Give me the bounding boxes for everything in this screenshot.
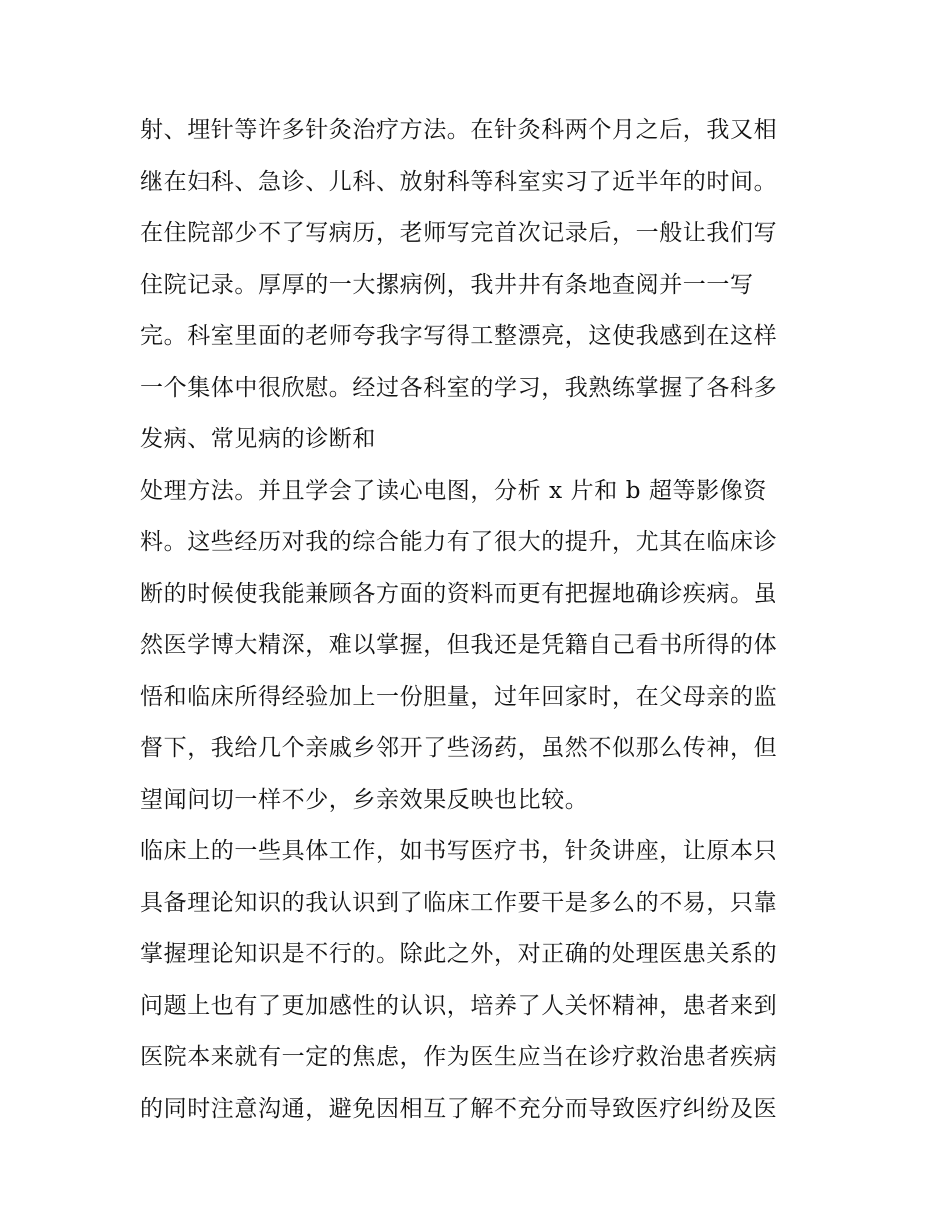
body-text [140, 112, 830, 1142]
text-line: 问题上也有了更加感性的认识，培养了人关怀精神，患者来到 [140, 992, 778, 1019]
text-line: 完。科室里面的老师夸我字写得工整漂亮，这使我感到在这样 [140, 323, 778, 349]
text-line: 临床上的一些具体工作，如书写医疗书，针灸讲座，让原本只 [140, 838, 778, 864]
text-line: 然医学博大精深，难以掌握，但我还是凭籍自己看书所得的体 [140, 632, 778, 658]
text-line: 悟和临床所得经验加上一份胆量，过年回家时，在父母亲的监 [140, 683, 778, 710]
text-line: 住院记录。厚厚的一大摞病例，我井井有条地查阅并一一写 [140, 271, 754, 298]
text-line: 督下，我给几个亲戚乡邻开了些汤药，虽然不似那么传神，但 [140, 735, 778, 761]
text-line: 一个集体中很欣慰。经过各科室的学习，我熟练掌握了各科多 [140, 374, 778, 401]
text-line: 料。这些经历对我的综合能力有了很大的提升，尤其在临床诊 [140, 529, 778, 555]
text-line: 掌握理论知识是不行的。除此之外，对正确的处理医患关系的 [140, 941, 778, 967]
text-line: 发病、常见病的诊断和 [140, 426, 376, 452]
text-line: 继在妇科、急诊、儿科、放射科等科室实习了近半年的时间。 [140, 168, 778, 195]
text-line: 射、埋针等许多针灸治疗方法。在针灸科两个月之后，我又相 [140, 117, 778, 143]
text-line: 医院本来就有一定的焦虑，作为医生应当在诊疗救治患者疾病 [140, 1044, 778, 1070]
text-line: 的同时注意沟通，避免因相互了解不充分而导致医疗纠纷及医 [140, 1095, 778, 1122]
text-line: 望闻问切一样不少，乡亲效果反映也比较。 [140, 786, 589, 813]
text-line: 在住院部少不了写病历，老师写完首次记录后，一般让我们写 [140, 220, 778, 246]
text-line: 具备理论知识的我认识到了临床工作要干是多么的不易，只靠 [140, 889, 778, 916]
text-line: 断的时候使我能兼顾各方面的资料而更有把握地确诊疾病。虽 [140, 580, 778, 607]
text-line: 处理方法。并且学会了读心电图，分析 x 片和 b 超等影像资 [140, 477, 767, 504]
